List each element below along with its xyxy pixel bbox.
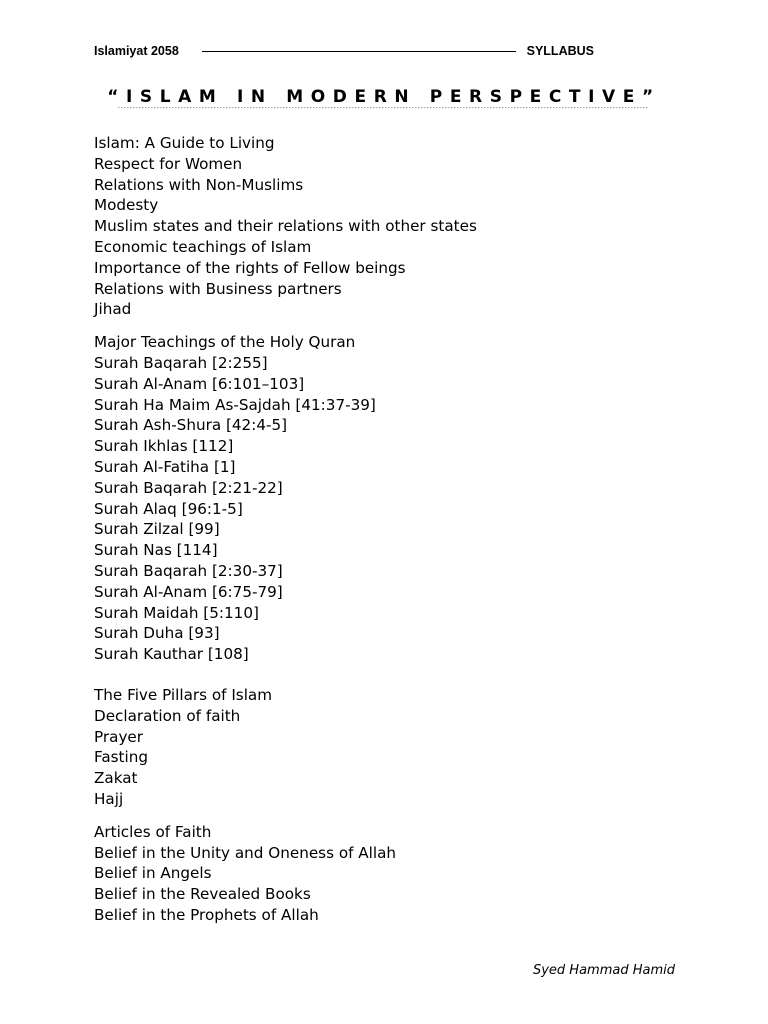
list-item: Belief in Angels (94, 864, 212, 883)
page-header (94, 43, 594, 59)
list-item: Modesty (94, 196, 159, 215)
list-item: Surah Kauthar [108] (94, 645, 249, 664)
list-item: Surah Baqarah [2:21-22] (94, 478, 283, 497)
section-guide (94, 133, 734, 320)
header-rule (202, 51, 516, 52)
list-item: Surah Al-Anam [6:101–103] (94, 374, 305, 393)
list-item: Respect for Women (94, 154, 243, 173)
section-pillars (94, 685, 734, 810)
page-title: “ISLAM IN MODERN PERSPECTIVE” (107, 87, 661, 107)
list-item: Surah Duha [93] (94, 624, 220, 643)
list-item: Prayer (94, 727, 144, 746)
list-item: Jihad (94, 300, 132, 319)
list-item: Relations with Business partners (94, 279, 342, 298)
section-faith (94, 822, 734, 926)
course-code: Islamiyat 2058 (94, 44, 179, 58)
list-item: Belief in the Unity and Oneness of Allah (94, 843, 397, 862)
list-item: Hajj (94, 789, 124, 808)
list-item: Relations with Non-Muslims (94, 175, 304, 194)
list-item: Declaration of faith (94, 706, 241, 725)
list-item: Importance of the rights of Fellow beings (94, 258, 406, 277)
section-heading: Major Teachings of the Holy Quran (94, 333, 356, 352)
list-item: Islam: A Guide to Living (94, 134, 275, 152)
list-item: Belief in the Revealed Books (94, 885, 311, 904)
list-item: Surah Ha Maim As-Sajdah [41:37-39] (94, 395, 376, 414)
list-item: Fasting (94, 748, 149, 767)
list-item: Muslim states and their relations with other states (94, 217, 477, 236)
list-item: Surah Ash-Shura [42:4-5] (94, 416, 288, 435)
list-item: Surah Baqarah [2:30-37] (94, 561, 283, 580)
list-item: Surah Zilzal [99] (94, 520, 220, 539)
list-item: Surah Ikhlas [112] (94, 437, 234, 456)
list-item: Economic teachings of Islam (94, 237, 312, 256)
syllabus-label: SYLLABUS (526, 44, 594, 58)
list-item: Surah Maidah [5:110] (94, 603, 259, 622)
list-item: Surah Al-Anam [6:75-79] (94, 582, 283, 601)
list-item: Surah Baqarah [2:255] (94, 353, 268, 372)
title-underline (118, 107, 648, 109)
list-item: Zakat (94, 769, 138, 788)
section-quran (94, 332, 734, 665)
list-item: Belief in the Prophets of Allah (94, 905, 319, 924)
syllabus-content (94, 133, 734, 926)
author-signature: Syed Hammad Hamid (532, 963, 675, 978)
section-heading: Articles of Faith (94, 822, 212, 841)
list-item: Surah Alaq [96:1-5] (94, 499, 243, 518)
list-item: Surah Nas [114] (94, 541, 218, 560)
list-item: Surah Al-Fatiha [1] (94, 457, 236, 476)
section-heading: The Five Pillars of Islam (94, 685, 273, 704)
